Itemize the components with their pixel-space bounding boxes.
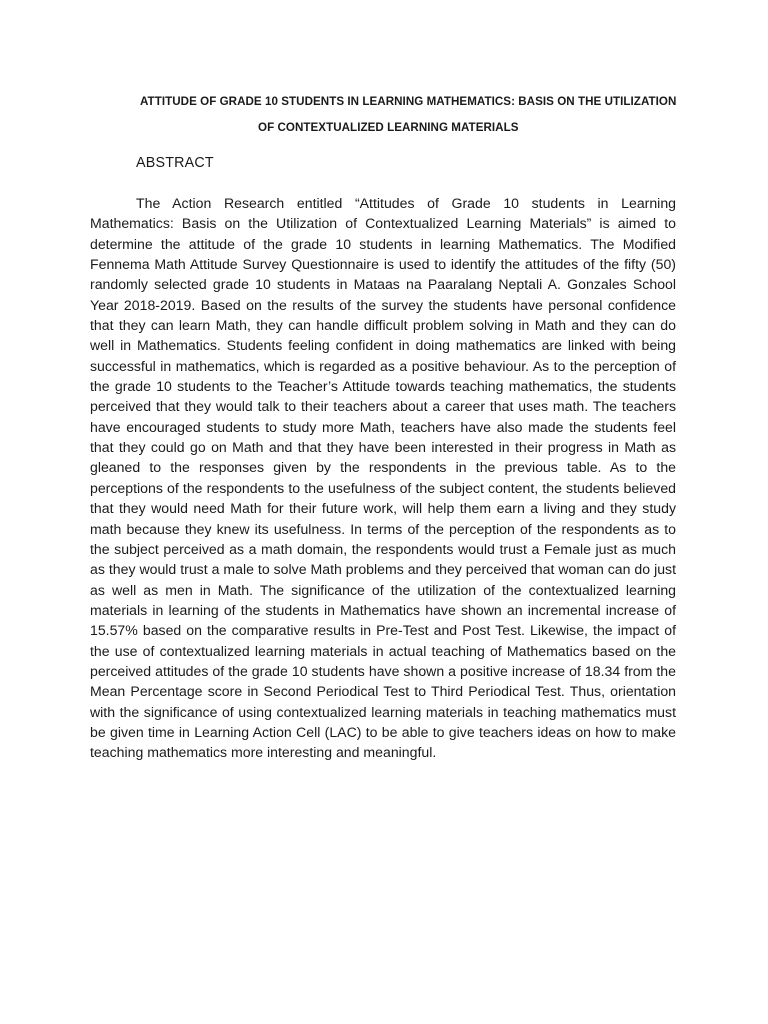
- document-title-line-2: OF CONTEXTUALIZED LEARNING MATERIALS: [258, 121, 519, 134]
- abstract-body: The Action Research entitled “Attitudes of Grade 10 students in Learning Mathematics: Basis on the Utilization of Contextualized Learning Materials” is aimed to determine the attitude of the grade 10 students in learning Mathematics. The Modified Fennema Math Attitude Survey Questionnaire is used to identify the attitudes of the fifty (50) randomly selected grade 10 students in Mataas na Paaralang Neptali A. Gonzales School Year 2018-2019. Based on the results of the survey the students have personal confidence that they can learn Math, they can handle difficult problem solving in Math and they can do well in Mathematics. Students feeling confident in doing mathematics are linked with being successful in mathematics, which is regarded as a positive behaviour. As to the perception of the grade 10 students to the Teacher’s Attitude towards teaching mathematics, the students perceived that they would talk to their teachers about a career that uses math. The teachers have encouraged students to study more Math, teachers have also made the students feel that they could go on Math and that they have been interested in their progress in Math as gleaned to the responses given by the respondents in the previous table. As to the perceptions of the respondents to the usefulness of the subject content, the students believed that they would need Math for their future work, will help them earn a living and they study math because they knew its usefulness. In terms of the perception of the respondents as to the subject perceived as a math domain, the respondents would trust a Female just as much as they would trust a male to solve Math problems and they perceived that woman can do just as well as men in Math. The significance of the utilization of the contextualized learning materials in learning of the students in Mathematics have shown an incremental increase of 15.57% based on the comparative results in Pre-Test and Post Test. Likewise, the impact of the use of contextualized learning materials in actual teaching of Mathematics based on the perceived attitudes of the grade 10 students have shown a positive increase of 18.34 from the Mean Percentage score in Second Periodical Test to Third Periodical Test. Thus, orientation with the significance of using contextualized learning materials in teaching mathematics must be given time in Learning Action Cell (LAC) to be able to give teachers ideas on how to make teaching mathematics more interesting and meaningful.: [90, 195, 676, 761]
- abstract-heading: ABSTRACT: [136, 155, 214, 171]
- document-title-line-1: ATTITUDE OF GRADE 10 STUDENTS IN LEARNING MATHEMATICS: BASIS ON THE UTILIZATION: [140, 95, 677, 108]
